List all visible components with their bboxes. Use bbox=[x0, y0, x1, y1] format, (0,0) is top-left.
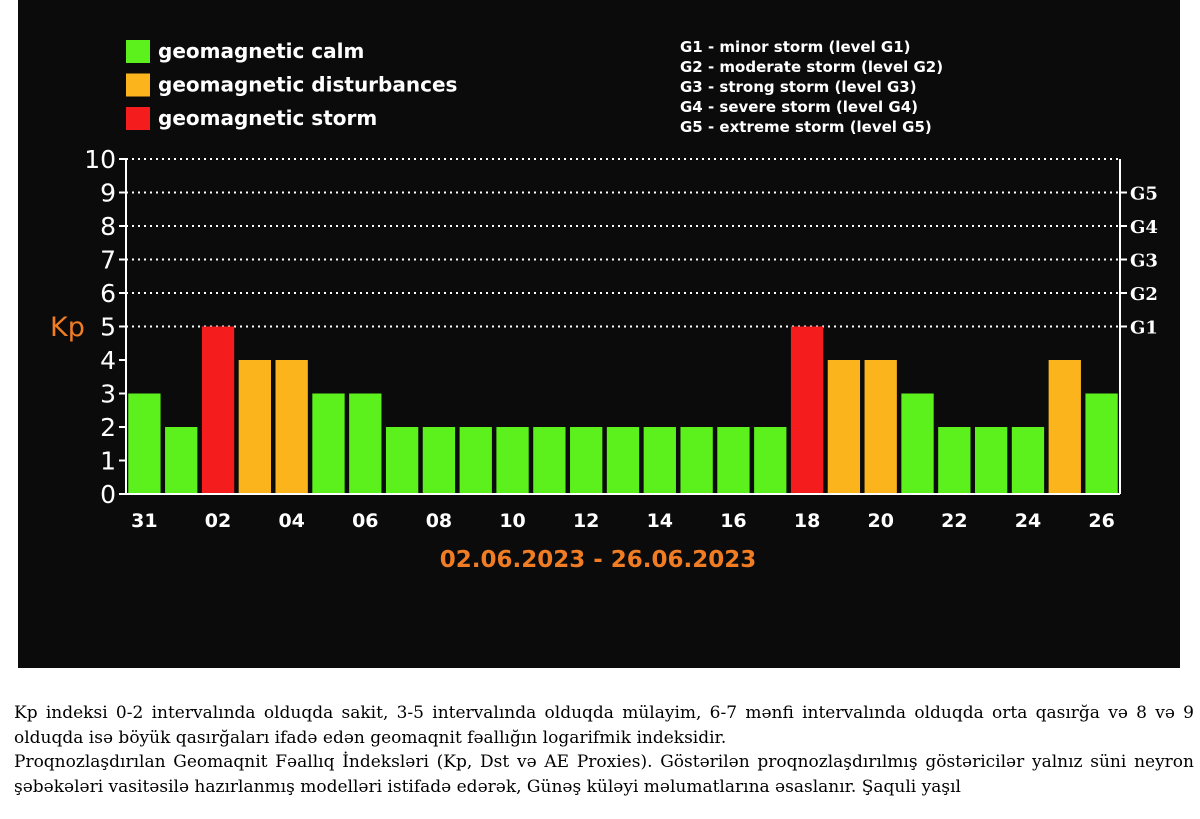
storm-level-legend-item: G4 - severe storm (level G4) bbox=[680, 98, 919, 116]
bar-09 bbox=[460, 427, 492, 494]
x-tick-label: 10 bbox=[499, 510, 526, 532]
bar-24 bbox=[1012, 427, 1044, 494]
y-tick-label: 5 bbox=[100, 312, 116, 342]
storm-level-legend-item: G2 - moderate storm (level G2) bbox=[680, 58, 944, 76]
g-level-label: G5 bbox=[1130, 183, 1158, 205]
bar-13 bbox=[607, 427, 639, 494]
caption-paragraph-2: Proqnozlaşdırılan Geomaqnit Fəallıq İndeksləri (Kp, Dst və AE Proxies). Göstərilən proqnozlaşdırılmış göstəricilər yalnız süni neyron şəbəkələri vasitəsilə hazırlanmış modelləri istifadə edərək, Günəş küləyi məlumatlarına əsaslanır. Şaquli yaşıl bbox=[14, 752, 1194, 797]
y-tick-label: 10 bbox=[84, 145, 116, 174]
bar-04 bbox=[276, 360, 308, 494]
bar-12 bbox=[570, 427, 602, 494]
bar-25 bbox=[1049, 360, 1081, 494]
y-tick-label: 9 bbox=[100, 178, 116, 208]
bar-17 bbox=[754, 427, 786, 494]
y-tick-label: 3 bbox=[100, 379, 116, 409]
bar-11 bbox=[533, 427, 565, 494]
bar-06 bbox=[349, 394, 381, 495]
y-tick-label: 8 bbox=[100, 212, 116, 241]
legend-swatch-storm bbox=[126, 107, 150, 130]
x-tick-label: 04 bbox=[278, 510, 305, 532]
bar-31 bbox=[128, 394, 160, 495]
storm-level-legend-item: G3 - strong storm (level G3) bbox=[680, 78, 917, 96]
bar-05 bbox=[312, 394, 344, 495]
x-tick-label: 02 bbox=[204, 510, 232, 532]
y-tick-label: 7 bbox=[100, 245, 116, 275]
bar-02 bbox=[202, 327, 234, 495]
caption bbox=[14, 701, 1194, 799]
x-tick-label: 20 bbox=[867, 510, 894, 532]
kp-chart bbox=[18, 0, 1180, 668]
bar-23 bbox=[975, 427, 1007, 494]
caption-paragraph-1: Kp indeksi 0-2 intervalında olduqda sakit, 3-5 intervalında olduqda mülayim, 6-7 mənfi intervalında olduqda orta qasırğa və 8 və 9 olduqda isə böyük qasırğaları ifadə edən geomaqnit fəallığın logarifmik indeksidir. bbox=[14, 703, 1194, 748]
storm-level-legend-item: G1 - minor storm (level G1) bbox=[680, 38, 911, 56]
x-tick-label: 22 bbox=[941, 510, 968, 532]
bar-21 bbox=[901, 394, 933, 495]
x-tick-label: 06 bbox=[352, 510, 379, 532]
y-tick-label: 0 bbox=[100, 480, 116, 509]
legend-swatch-disturbance bbox=[126, 74, 150, 97]
bar-19 bbox=[828, 360, 860, 494]
legend-label-calm: geomagnetic calm bbox=[158, 39, 365, 63]
x-tick-label: 12 bbox=[572, 510, 600, 532]
y-tick-label: 4 bbox=[100, 346, 116, 375]
y-tick-label: 6 bbox=[100, 279, 116, 308]
x-tick-label: 26 bbox=[1088, 510, 1115, 532]
bar-16 bbox=[717, 427, 749, 494]
g-level-label: G1 bbox=[1130, 317, 1158, 339]
bar-07 bbox=[386, 427, 418, 494]
date-range-label: 02.06.2023 - 26.06.2023 bbox=[439, 547, 757, 573]
chart-panel bbox=[18, 0, 1180, 668]
g-level-label: G2 bbox=[1130, 284, 1158, 305]
bar-14 bbox=[644, 427, 676, 494]
legend-label-storm: geomagnetic storm bbox=[158, 106, 378, 130]
x-tick-label: 14 bbox=[646, 510, 674, 532]
bar-03 bbox=[239, 360, 271, 494]
legend-label-disturbance: geomagnetic disturbances bbox=[158, 72, 458, 97]
storm-level-legend-item: G5 - extreme storm (level G5) bbox=[680, 118, 932, 136]
x-tick-label: 16 bbox=[720, 510, 747, 532]
x-tick-label: 31 bbox=[131, 510, 158, 532]
legend-swatch-calm bbox=[126, 40, 150, 63]
bar-18 bbox=[791, 327, 823, 495]
g-level-label: G3 bbox=[1130, 250, 1158, 272]
bar-15 bbox=[680, 427, 712, 494]
bar-01 bbox=[165, 427, 197, 494]
bar-20 bbox=[865, 360, 897, 494]
bar-10 bbox=[496, 427, 528, 494]
x-tick-label: 24 bbox=[1014, 510, 1042, 532]
y-axis-title: Kp bbox=[50, 312, 85, 343]
bar-22 bbox=[938, 427, 970, 494]
y-tick-label: 2 bbox=[100, 413, 116, 442]
bar-08 bbox=[423, 427, 455, 494]
x-tick-label: 18 bbox=[793, 510, 821, 532]
g-level-label: G4 bbox=[1130, 217, 1158, 238]
x-tick-label: 08 bbox=[425, 510, 453, 532]
bar-26 bbox=[1085, 394, 1117, 495]
y-tick-label: 1 bbox=[100, 446, 116, 476]
